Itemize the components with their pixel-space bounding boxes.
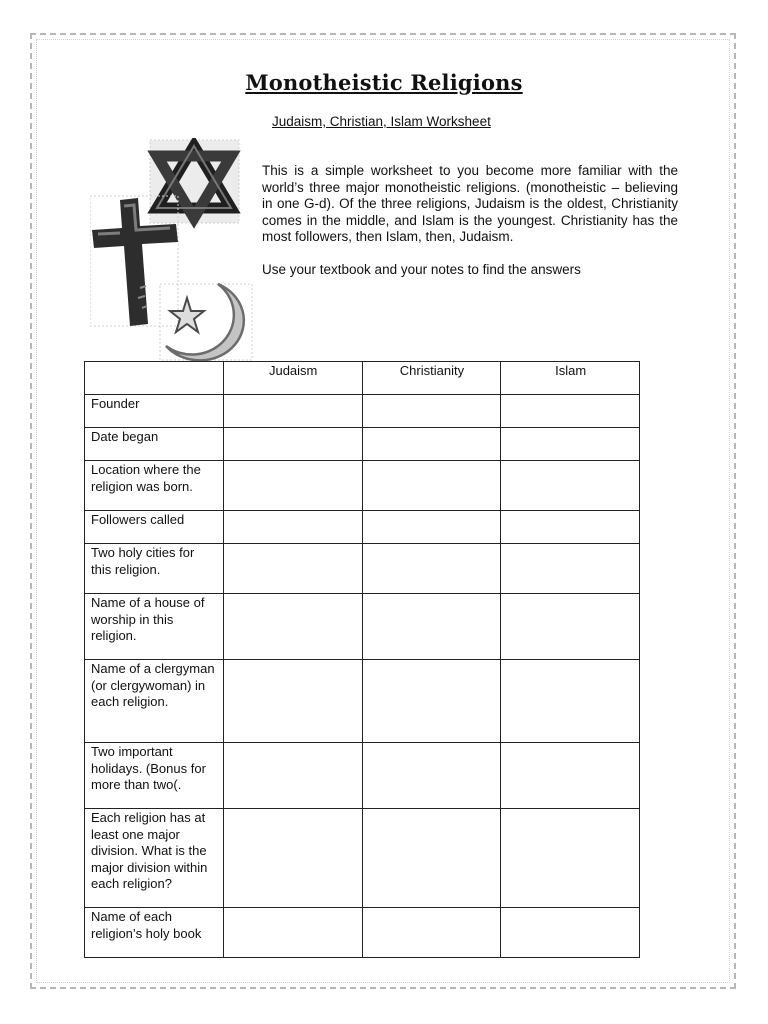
answer-cell[interactable] — [223, 660, 362, 743]
answer-cell[interactable] — [362, 428, 501, 461]
answer-cell[interactable] — [362, 594, 501, 660]
answer-cell[interactable] — [501, 544, 640, 594]
answer-cell[interactable] — [501, 428, 640, 461]
row-label: Two holy cities for this religion. — [85, 544, 224, 594]
row-label: Two important holidays. (Bonus for more than two(. — [85, 743, 224, 809]
answer-cell[interactable] — [362, 809, 501, 908]
crescent-and-star-icon — [160, 284, 252, 360]
answer-cell[interactable] — [223, 511, 362, 544]
row-label: Location where the religion was born. — [85, 461, 224, 511]
answer-cell[interactable] — [362, 511, 501, 544]
header-cell-islam: Islam — [501, 362, 640, 395]
worksheet-subtitle: Judaism, Christian, Islam Worksheet — [272, 114, 491, 129]
answer-cell[interactable] — [362, 908, 501, 958]
star-of-david-icon — [150, 140, 239, 223]
page-title: Monotheistic Religions — [245, 70, 523, 95]
answer-cell[interactable] — [223, 395, 362, 428]
answer-cell[interactable] — [362, 743, 501, 809]
header-cell-blank — [85, 362, 224, 395]
answer-cell[interactable] — [223, 908, 362, 958]
answer-cell[interactable] — [223, 594, 362, 660]
table-row — [85, 809, 640, 908]
answer-cell[interactable] — [501, 660, 640, 743]
table-row — [85, 544, 640, 594]
answer-cell[interactable] — [223, 428, 362, 461]
answer-cell[interactable] — [501, 461, 640, 511]
answer-cell[interactable] — [223, 544, 362, 594]
row-label: Date began — [85, 428, 224, 461]
row-label: Name of a clergyman (or clergywoman) in each religion. — [85, 660, 224, 743]
table-row — [85, 660, 640, 743]
table-row — [85, 461, 640, 511]
answer-cell[interactable] — [501, 395, 640, 428]
row-label: Followers called — [85, 511, 224, 544]
table-row — [85, 395, 640, 428]
instruction-text: Use your textbook and your notes to find the answers — [262, 262, 581, 277]
row-label: Name of a house of worship in this religion. — [85, 594, 224, 660]
comparison-table — [84, 361, 640, 958]
row-label: Each religion has at least one major division. What is the major division within each religion? — [85, 809, 224, 908]
answer-cell[interactable] — [501, 809, 640, 908]
answer-cell[interactable] — [501, 908, 640, 958]
header-cell-christianity: Christianity — [362, 362, 501, 395]
answer-cell[interactable] — [362, 395, 501, 428]
row-label: Founder — [85, 395, 224, 428]
table-header-row — [85, 362, 640, 395]
answer-cell[interactable] — [223, 809, 362, 908]
answer-cell[interactable] — [223, 461, 362, 511]
answer-cell[interactable] — [501, 511, 640, 544]
answer-cell[interactable] — [362, 660, 501, 743]
table-row — [85, 428, 640, 461]
table-row — [85, 908, 640, 958]
answer-cell[interactable] — [362, 461, 501, 511]
table-row — [85, 594, 640, 660]
header-cell-judaism: Judaism — [223, 362, 362, 395]
table-row — [85, 743, 640, 809]
intro-paragraph: This is a simple worksheet to you become more familiar with the world’s three major monotheistic religions. (monotheistic – believing in one G-d). Of the three religions, Judaism is the oldest, Christianity comes in the middle, and Islam is the youngest. Christianity has the most followers, then Islam, then, Judaism. — [262, 163, 678, 244]
answer-cell[interactable] — [362, 544, 501, 594]
religious-symbols-image — [90, 138, 255, 363]
row-label: Name of each religion’s holy book — [85, 908, 224, 958]
table-row — [85, 511, 640, 544]
answer-cell[interactable] — [501, 594, 640, 660]
answer-cell[interactable] — [223, 743, 362, 809]
answer-cell[interactable] — [501, 743, 640, 809]
